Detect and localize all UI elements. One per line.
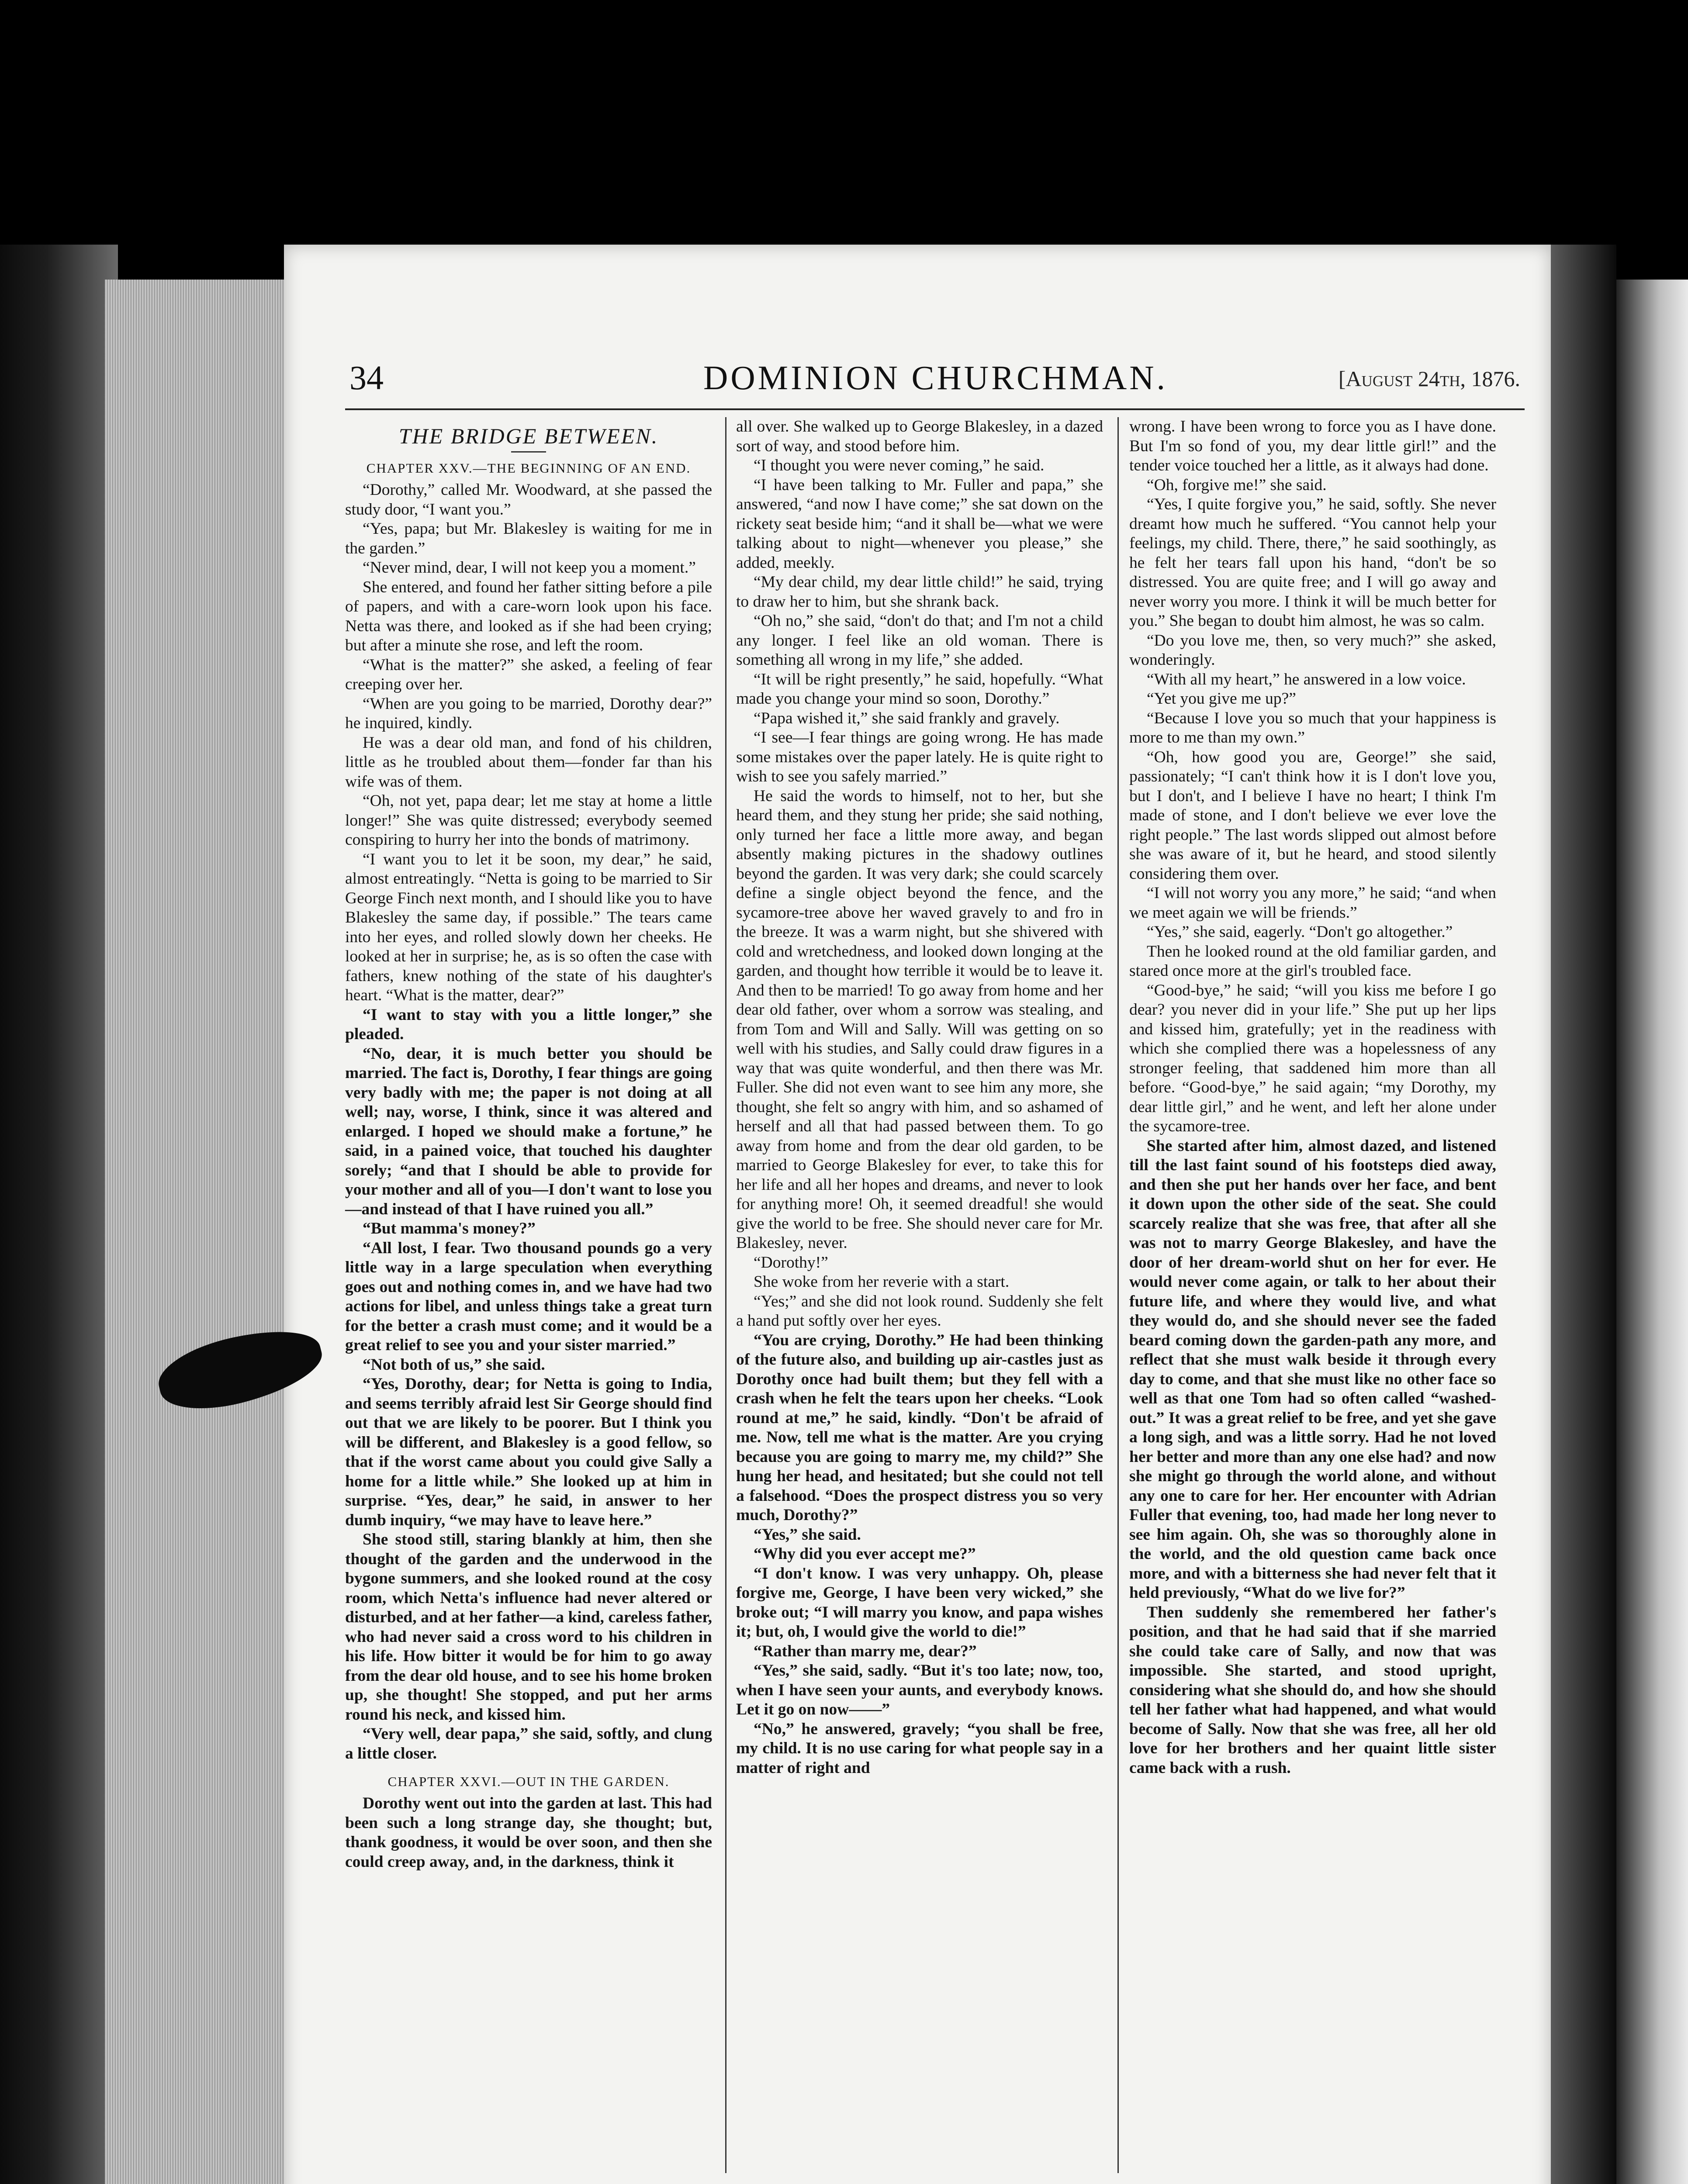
- paragraph: “Yes, I quite forgive you,” he said, softly. She never dreamt how much he suffered. “You cannot help your feelings, my child. There, there,” he said soothingly, as he felt her tears fall upon his hand, “don't be so distressed. You are quite free; and I will go away and never worry you more. I think it will be much better for you.” She began to doubt him almost, he was so calm.: [1129, 495, 1496, 630]
- paragraph: “You are crying, Dorothy.” He had been thinking of the future also, and building up air-castles just as Dorothy once had built them; but they fell with a crash when he felt the tears upon her cheeks. “Look round at me,” he said, kindly. “Don't be afraid of me. Now, tell me what is the matter. Are you crying because you are going to marry me, my child?” She hung her head, and hesitated; but she could not tell a falsehood. “Does the prospect distress you so very much, Dorothy?”: [736, 1331, 1103, 1524]
- chapter-heading: CHAPTER XXVI.—OUT IN THE GARDEN.: [387, 1774, 670, 1789]
- paragraph: She woke from her reverie with a start.: [754, 1273, 1010, 1291]
- paragraph: “Because I love you so much that your happiness is more to me than my own.”: [1129, 709, 1496, 746]
- paragraph: “Yes,” she said, sadly. “But it's too late; now, too, when I have seen your aunts, and everybody knows. Let it go on now——”: [736, 1662, 1103, 1718]
- paragraph: “Not both of us,” she said.: [363, 1355, 545, 1374]
- article-column-2: [736, 417, 1103, 2173]
- paragraph: “I want to stay with you a little longer,” she pleaded.: [345, 1006, 712, 1043]
- paragraph: “Dorothy,” called Mr. Woodward, at she passed the study door, “I want you.”: [345, 481, 712, 518]
- paragraph: “Never mind, dear, I will not keep you a moment.”: [363, 559, 696, 577]
- page-header: [349, 358, 1520, 419]
- paragraph: “Yes;” and she did not look round. Suddenly she felt a hand put softly over her eyes.: [736, 1292, 1103, 1330]
- paragraph: “Yes,” she said, eagerly. “Don't go altogether.”: [1147, 923, 1453, 941]
- gutter-shadow: [1551, 245, 1616, 2184]
- paragraph: She started after him, almost dazed, and listened till the last faint sound of his footsteps died away, and then she put her hands over her face, and bent it down upon the other side of the seat. She could scarcely realize that she was free, that after all she was not to marry George Blakesley, and have the door of her dream-world shut on her for ever. He would never come again, or talk to her about their future life, and where they would live, and what they would do, and she should never see the faded beard coming down the garden-path any more, and reflect that she must walk beside it through every day to come, and that she must like no other face so well as that one Tom had so often called “washed-out.” It was a great relief to be free, and yet she gave a long sigh, and was a little sorry. Had he not loved her better and more than any one else had? and now she might go through the world alone, and without any one to care for her. Her encounter with Adrian Fuller that evening, too, had made her long never to see him again. Oh, she was so thoroughly alone in the world, and the old question came back once more, and with a bitterness she had never felt that it held previously, “What do we live for?”: [1129, 1137, 1496, 1602]
- paragraph: “Oh, how good you are, George!” she said, passionately; “I can't think how it is I don't love you, but I don't, and I believe I have no heart; I think I'm made of stone, and I don't believe we ever love the right people.” The last words slipped out almost before she was aware of it, but he heard, and stood silently considering them over.: [1129, 748, 1496, 883]
- paragraph: “Oh, forgive me!” she said.: [1147, 476, 1327, 494]
- article-column-1: [345, 417, 712, 2173]
- paragraph: “No,” he answered, gravely; “you shall be free, my child. It is no use caring for what people say in a matter of right and: [736, 1720, 1103, 1777]
- paragraph: “I see—I fear things are going wrong. He has made some mistakes over the paper lately. He is quite right to wish to see you safely married.”: [736, 729, 1103, 785]
- page-number: 34: [349, 359, 384, 397]
- paragraph: “Very well, dear papa,” she said, softly, and clung a little closer.: [345, 1725, 712, 1762]
- paragraph: “Rather than marry me, dear?”: [754, 1642, 977, 1660]
- paragraph: “With all my heart,” he answered in a low voice.: [1147, 670, 1466, 688]
- facing-page-edge: [1616, 280, 1688, 2184]
- title-dash: [511, 451, 546, 453]
- paragraph: “Yet you give me up?”: [1147, 690, 1296, 708]
- paragraph: Then he looked round at the old familiar garden, and stared once more at the girl's troubled face.: [1129, 942, 1496, 980]
- paragraph: “Why did you ever accept me?”: [754, 1545, 976, 1563]
- issue-date: [August 24th, 1876.: [1338, 366, 1520, 391]
- paragraph: “But mamma's money?”: [363, 1220, 536, 1237]
- chapter-heading: CHAPTER XXV.—THE BEGINNING OF AN END.: [366, 460, 691, 476]
- paragraph: “Papa wished it,” she said frankly and gravely.: [754, 709, 1060, 727]
- article-column-3: [1129, 417, 1496, 2173]
- paragraph: Then suddenly she remembered her father's position, and that he had said that if she married she could take care of Sally, and now that was impossible. She started, and stood upright, considering what she should do, and how she should tell her father what had happened, and what would become of Sally. Now that she was free, all her old love for her brothers and her quaint little sister came back with a rush.: [1129, 1603, 1496, 1777]
- story-title: THE BRIDGE BETWEEN.: [398, 424, 659, 448]
- paragraph: “It will be right presently,” he said, hopefully. “What made you change your mind so soon, Dorothy.”: [736, 670, 1103, 708]
- paragraph: “Good-bye,” he said; “will you kiss me before I go dear? you never did in your life.” She put up her lips and kissed him, gratefully; yet in the readiness with which she complied there was a hopelessness of any stronger feeling, that saddened him more than all before. “Good-bye,” he said again; “my Dorothy, my dear little girl,” and he went, and left her alone under the sycamore-tree.: [1129, 981, 1496, 1135]
- paragraph: She entered, and found her father sitting before a pile of papers, and with a care-worn look upon his face. Netta was there, and looked as if she had been crying; but after a minute she rose, and left the room.: [345, 578, 712, 654]
- paragraph: “Yes,” she said.: [754, 1525, 861, 1544]
- paragraph: She stood still, staring blankly at him, then she thought of the garden and the underwood in the bygone summers, and she looked round at the cosy room, which Netta's influence had never altered or disturbed, and at her father—a kind, careless father, who had never said a cross word to his children in his life. How bitter it would be for him to go away from the dear old house, and to see his home broken up, she thought! She stopped, and put her arms round his neck, and kissed him.: [345, 1531, 712, 1724]
- header-rule: [345, 408, 1525, 410]
- paragraph: “I have been talking to Mr. Fuller and papa,” she answered, “and now I have come;” she sat down on the rickety seat beside him; “and it shall be—what we were talking about to night—whenever you please,” she added, meekly.: [736, 476, 1103, 572]
- paragraph: wrong. I have been wrong to force you as I have done. But I'm so fond of you, my dear little girl!” and the tender voice touched her a little, as it always had done.: [1129, 418, 1496, 474]
- column-divider: [725, 417, 726, 2173]
- paragraph: “Yes, Dorothy, dear; for Netta is going to India, and seems terribly afraid lest Sir George should find out that we are likely to be poorer. But I think you will be different, and Blakesley is a good fellow, so that if the worst came about you could give Sally a home for a little while.” She looked up at him in surprise. “Yes, dear,” he said, in answer to her dumb inquiry, “we may have to leave here.”: [345, 1375, 712, 1529]
- book-left-edge: [0, 245, 118, 2184]
- paragraph: “Dorothy!”: [754, 1253, 828, 1272]
- paragraph: “I don't know. I was very unhappy. Oh, please forgive me, George, I have been very wicked,” she broke out; “I will marry you know, and papa wishes it; but, oh, I would give the world to die!”: [736, 1564, 1103, 1641]
- paragraph: “My dear child, my dear little child!” he said, trying to draw her to him, but she shrank back.: [736, 573, 1103, 611]
- paragraph: all over. She walked up to George Blakesley, in a dazed sort of way, and stood before him.: [736, 418, 1103, 455]
- paragraph: “All lost, I fear. Two thousand pounds go a very little way in a large speculation when everything goes out and nothing comes in, and we have had two actions for libel, and unless things take a great turn for the better a crash must come; and it would be a great relief to see you and your sister married.”: [345, 1239, 712, 1354]
- paragraph: “No, dear, it is much better you should be married. The fact is, Dorothy, I fear things are going very badly with me; the paper is not doing at all well; nay, worse, I think, since it was altered and enlarged. I hoped we should make a fortune,” he said, in a pained voice, that touched his daughter sorely; “and that I should be able to provide for your mother and all of you—I don't want to lose you—and instead of that I have ruined you all.”: [345, 1044, 712, 1218]
- paragraph: “I want you to let it be soon, my dear,” he said, almost entreatingly. “Netta is going to be married to Sir George Finch next month, and I should like you to have Blakesley the same day, if possible.” The tears came into her eyes, and rolled slowly down her cheeks. He looked at her in surprise; he, as is so often the case with fathers, knew nothing of the state of his daughter's heart. “What is the matter, dear?”: [345, 850, 712, 1004]
- paragraph: “I will not worry you any more,” he said; “and when we meet again we will be friends.”: [1129, 884, 1496, 922]
- paragraph: “Oh, not yet, papa dear; let me stay at home a little longer!” She was quite distressed; everybody seemed conspiring to hurry her into the bonds of matrimony.: [345, 792, 712, 849]
- paragraph: “Do you love me, then, so very much?” she asked, wonderingly.: [1129, 631, 1496, 669]
- paragraph: “Oh no,” she said, “don't do that; and I'm not a child any longer. I feel like an old woman. There is something all wrong in my life,” she added.: [736, 612, 1103, 669]
- paragraph: “When are you going to be married, Dorothy dear?” he inquired, kindly.: [345, 695, 712, 732]
- paragraph: “Yes, papa; but Mr. Blakesley is waiting for me in the garden.”: [345, 520, 712, 557]
- paragraph: He was a dear old man, and fond of his children, little as he troubled about them—fonder far than his wife was of them.: [345, 733, 712, 791]
- masthead: DOMINION CHURCHMAN.: [703, 359, 1168, 397]
- paragraph: “I thought you were never coming,” he said.: [754, 456, 1045, 474]
- page-stack-edges: [105, 280, 291, 2184]
- paragraph: Dorothy went out into the garden at last. This had been such a long strange day, she thought; but, thank goodness, it would be over soon, and then she could creep away, and, in the darkness, think it: [345, 1794, 712, 1871]
- paragraph: “What is the matter?” she asked, a feeling of fear creeping over her.: [345, 656, 712, 693]
- paragraph: He said the words to himself, not to her, but she heard them, and they stung her pride; she said nothing, only turned her face a little more away, and began absently making pictures in the shadowy outlines beyond the garden. It was very dark; she could scarcely define a single object beyond the fence, and the sycamore-tree above her waved gravely to and fro in the breeze. It was a warm night, but she shivered with cold and wretchedness, and looked down longing at the garden, and thought how terrible it would be to leave it. And then to be married! To go away from home and her dear old father, over whom a sorrow was stealing, and from Tom and Will and Sally. Will was getting on so well with his studies, and Sally could draw figures in a way that was quite wonderful, and then there was Mr. Fuller. She did not even want to see him any more, she thought, she felt so angry with him, and so ashamed of herself and all that had passed between them. To go away from home and from the dear old garden, to be married to George Blakesley for ever, to take this for her life and all her hopes and dreams, and never to look for anything more! Oh, it seemed dreadful! she would give the world to be free. She should never care for Mr. Blakesley, never.: [736, 787, 1103, 1252]
- column-divider: [1117, 417, 1119, 2173]
